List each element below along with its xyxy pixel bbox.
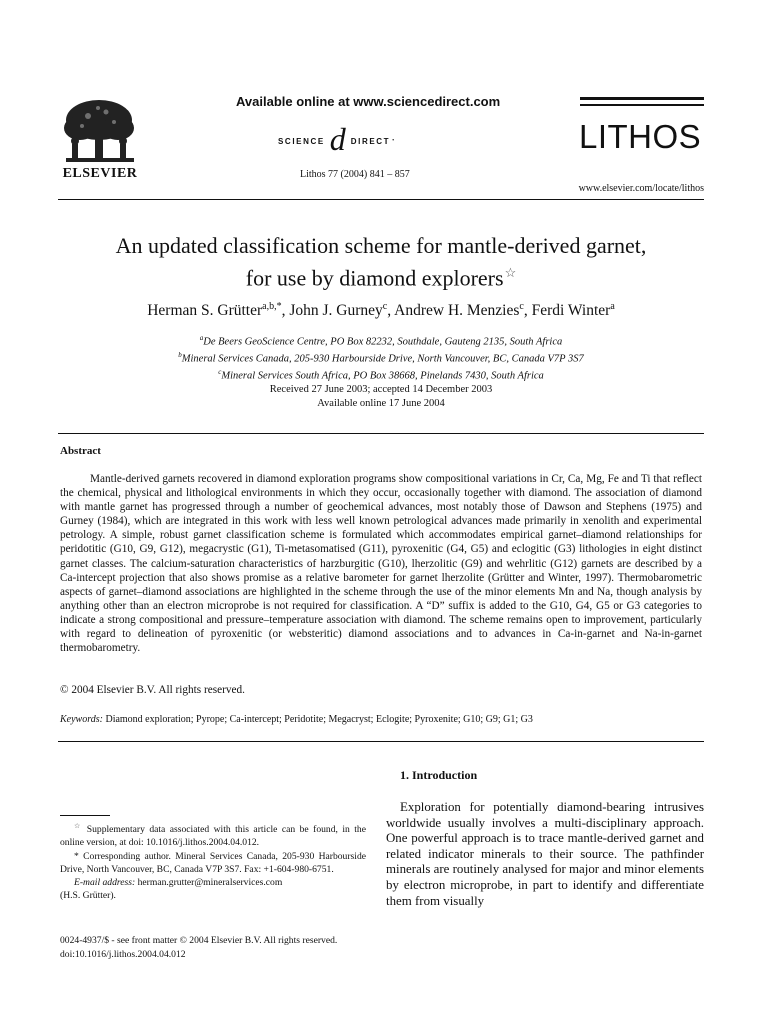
- article-dates: [58, 383, 704, 411]
- footnotes: [60, 820, 366, 902]
- footnote-email-owner: (H.S. Grütter).: [60, 890, 116, 902]
- affiliation-line: $^a$De Beers GeoScience Centre, PO Box 82232, Southdale, Gauteng 2135, South Africa: [199, 334, 563, 348]
- keywords-list: Diamond exploration; Pyrope; Ca-intercept; Peridotite; Megacryst; Eclogite; Pyroxenite; G10; G9; G1; G3: [105, 714, 533, 725]
- author-affiliation-mark[interactable]: a,b,*: [262, 301, 282, 312]
- author-affiliation-mark[interactable]: c: [519, 301, 524, 312]
- author-affiliation-mark[interactable]: a: [610, 301, 615, 312]
- journal-name: LITHOS: [579, 118, 702, 155]
- available-date: Available online 17 June 2004: [317, 398, 445, 409]
- footnote-supplementary: ☆ Supplementary data associated with this article can be found, in the online version, at doi: 10.1016/j.lithos.2004.04.012.: [60, 822, 366, 849]
- section-heading-introduction: 1. Introduction: [400, 768, 478, 782]
- header-divider: [58, 199, 704, 200]
- affiliations: [58, 332, 704, 383]
- front-matter-line: 0024-4937/$ - see front matter © 2004 Elsevier B.V. All rights reserved.: [60, 935, 338, 946]
- author-name: Andrew H. Menzies: [394, 302, 520, 320]
- journal-url-link[interactable]: www.elsevier.com/locate/lithos: [578, 183, 704, 194]
- available-online-text[interactable]: Available online at www.sciencedirect.com: [236, 94, 501, 109]
- introduction-paragraph: Exploration for potentially diamond-bearing intrusives worldwide usually involves a multi-disciplinary approach. One powerful approach is to trace mantle-derived garnet and related indicator minerals to their source. The pathfinder minerals are routinely analysed for major and minor elements by electron microprobe, in part to identify and differentiate them from visually: [386, 800, 704, 908]
- author-name: Herman S. Grütter: [147, 302, 263, 320]
- footnote-rule: [60, 815, 110, 816]
- title-footnote-star-icon[interactable]: ☆: [504, 265, 517, 280]
- abstract-body: Mantle-derived garnets recovered in diamond exploration programs show compositional variations in Cr, Ca, Mg, Fe and Ti that reflect the chemical, physical and lithological environments in which they occur, occasionally together with diamond. The association of diamond with mantle garnet has progressed through a number of geochemical advances, most notably those of Dawson and Stephens (1975) and Gurney (1984), which are integrated in this work with less well known petrological advances made primarily in xenolith and experimental petrology. A simple, robust garnet classification scheme is formulated which accommodates empirical garnet–diamond relationships for peridotitic (G10, G9, G12), megacrystic (G1), Ti-metasomatised (G11), pyroxenitic (G4, G5) and eclogitic (G3) lithologies in eight distinct garnet classes. The calcium-saturation characteristics of harzburgitic (G10), lherzolitic (G9) and wehrlitic (G12) garnets are described by a Ca-intercept projection that also shows promise as a relative barometer for garnet lherzolite (Grütter and Winter, 1997). Thermobarometric aspects of garnet–diamond associations are highlighted in the scheme through the use of the minor elements Mn and Na, though analysis by anything other than an electron microprobe is not required for classification. A “D” suffix is added to the G10, G4, G5 or G3 categories to indicate a strong compositional and pressure–temperature association with diamond. The scheme remains open to improvement, particularly with regard to delineation of pyroxenitic (or websteritic) diamond associations and to advances in Ca-in-garnet and Na-in-garnet thermobarometry.: [60, 473, 702, 655]
- article-identifiers: [60, 934, 337, 962]
- abstract-top-rule: [58, 433, 704, 434]
- abstract-bottom-rule: [58, 741, 704, 742]
- footnote-corresponding: * Corresponding author. Mineral Services Canada, 205-930 Harbourside Drive, North Vancouver, BC, Canada V7P 3S7. Fax: +1-604-980-6751.: [60, 850, 366, 875]
- footnote-email: [60, 876, 366, 889]
- footnote-star-icon: ☆: [74, 822, 83, 830]
- abstract-copyright: © 2004 Elsevier B.V. All rights reserved.: [60, 684, 245, 696]
- sciencedirect-logo: [278, 121, 395, 158]
- sd-logo-mark: d: [329, 121, 346, 157]
- author-affiliation-mark[interactable]: c: [382, 301, 388, 312]
- author-name: Ferdi Winter: [531, 302, 611, 320]
- affiliation-line: $^b$Mineral Services Canada, 205-930 Harbourside Drive, North Vancouver, BC, Canada V7P 3S7: [178, 351, 584, 365]
- author-name: John J. Gurney: [289, 302, 383, 320]
- publisher-name: ELSEVIER: [62, 166, 138, 181]
- title-line-1: An updated classification scheme for mantle-derived garnet,: [115, 233, 647, 258]
- doi-line[interactable]: doi:10.1016/j.lithos.2004.04.012: [60, 949, 186, 960]
- journal-rule-thick: [580, 97, 704, 100]
- sd-logo-left: SCIENCE: [278, 136, 325, 146]
- keywords: [60, 714, 702, 725]
- email-link[interactable]: herman.grutter@mineralservices.com: [137, 877, 283, 888]
- affiliation-line: $^c$Mineral Services South Africa, PO Box 38668, Pinelands 7430, South Africa: [218, 368, 544, 382]
- keywords-label: Keywords:: [60, 714, 103, 725]
- abstract-heading: Abstract: [60, 445, 101, 457]
- journal-rule-thin: [580, 104, 704, 106]
- author-list: Herman S. Grütter$^{a,b,*}$, John J. Gurney$^c$, Andrew H. Menzies$^c$, Ferdi Winter$^a$: [147, 301, 615, 320]
- sd-logo-dot: •: [392, 138, 395, 144]
- email-label: E-mail address:: [74, 877, 136, 888]
- received-date: Received 27 June 2003; accepted 14 December 2003: [269, 384, 493, 395]
- title-line-2: for use by diamond explorers: [245, 265, 504, 291]
- article-title: [58, 232, 704, 291]
- sd-logo-right: DIRECT: [350, 136, 391, 146]
- journal-reference: Lithos 77 (2004) 841 – 857: [300, 169, 410, 180]
